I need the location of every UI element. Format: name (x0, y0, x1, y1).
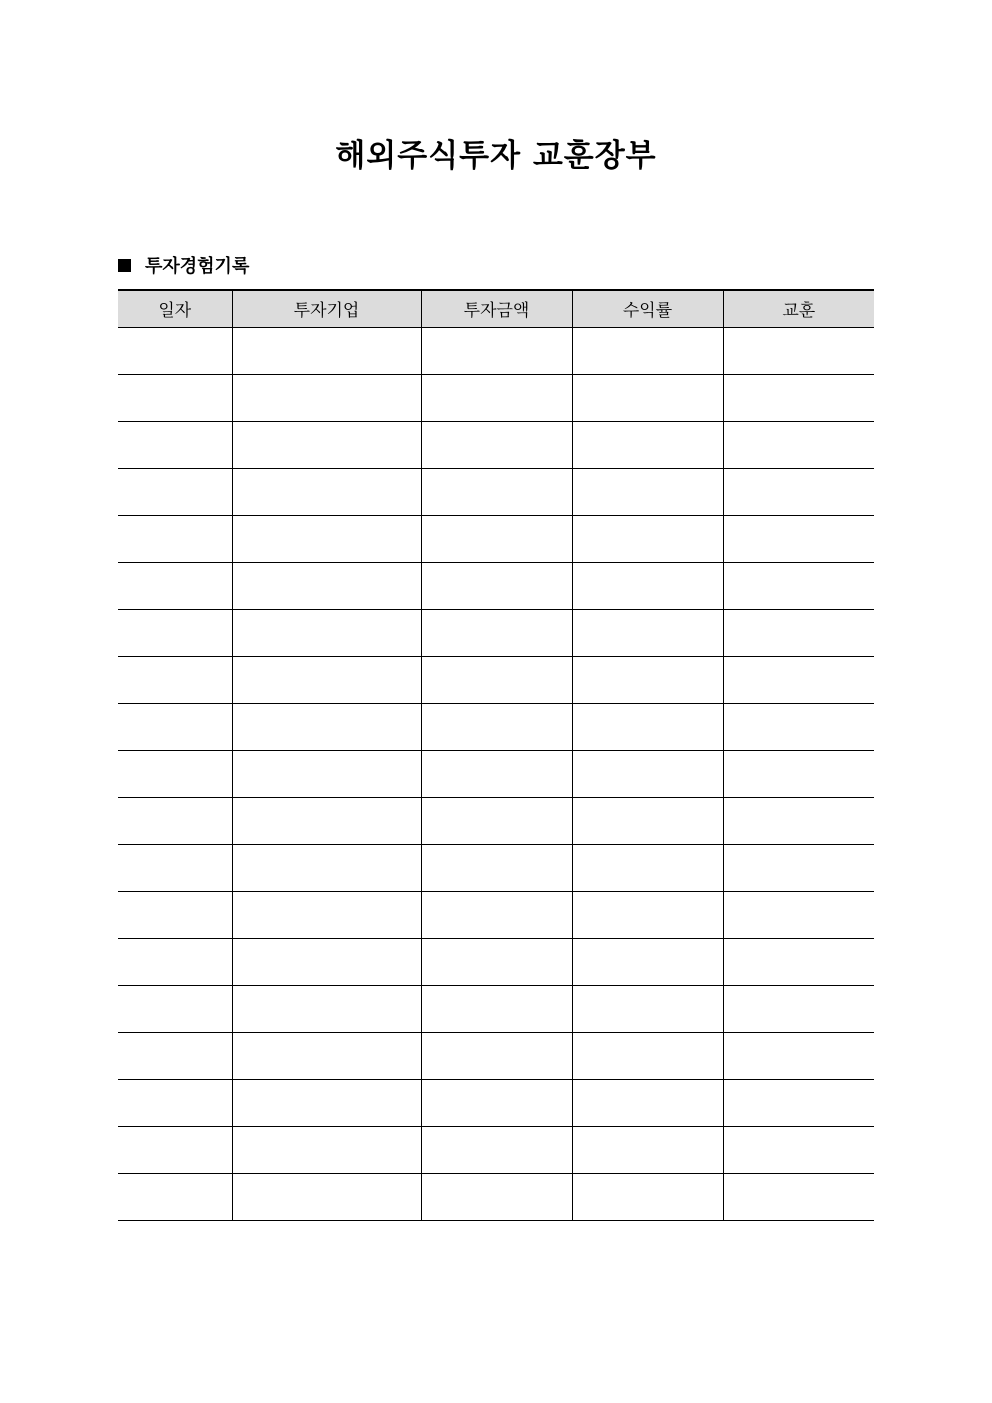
section-heading (118, 252, 249, 278)
amount-cell[interactable] (421, 750, 572, 797)
date-cell[interactable] (118, 797, 232, 844)
date-cell[interactable] (118, 891, 232, 938)
table-row (118, 421, 874, 468)
table-body (118, 327, 874, 1220)
return-cell[interactable] (572, 985, 723, 1032)
company-cell[interactable] (232, 985, 421, 1032)
date-cell[interactable] (118, 938, 232, 985)
company-cell[interactable] (232, 562, 421, 609)
table-row (118, 515, 874, 562)
return-cell[interactable] (572, 1032, 723, 1079)
date-cell[interactable] (118, 656, 232, 703)
date-cell[interactable] (118, 1079, 232, 1126)
return-cell[interactable] (572, 327, 723, 374)
company-cell[interactable] (232, 421, 421, 468)
company-cell[interactable] (232, 1173, 421, 1220)
date-cell[interactable] (118, 609, 232, 656)
amount-cell[interactable] (421, 703, 572, 750)
lesson-cell[interactable] (723, 1126, 874, 1173)
table-row (118, 985, 874, 1032)
amount-cell[interactable] (421, 515, 572, 562)
table-row (118, 609, 874, 656)
amount-cell[interactable] (421, 327, 572, 374)
company-cell[interactable] (232, 938, 421, 985)
table-header-row (118, 290, 874, 327)
company-cell[interactable] (232, 1032, 421, 1079)
amount-cell[interactable] (421, 891, 572, 938)
table-row (118, 562, 874, 609)
date-cell[interactable] (118, 515, 232, 562)
lesson-cell[interactable] (723, 938, 874, 985)
lesson-cell[interactable] (723, 515, 874, 562)
lesson-cell[interactable] (723, 985, 874, 1032)
table-row (118, 1173, 874, 1220)
date-cell[interactable] (118, 468, 232, 515)
company-cell[interactable] (232, 750, 421, 797)
date-cell[interactable] (118, 327, 232, 374)
lesson-cell[interactable] (723, 797, 874, 844)
return-cell[interactable] (572, 656, 723, 703)
lesson-cell[interactable] (723, 656, 874, 703)
company-cell[interactable] (232, 703, 421, 750)
lesson-cell[interactable] (723, 327, 874, 374)
company-cell[interactable] (232, 609, 421, 656)
amount-cell[interactable] (421, 374, 572, 421)
table-row (118, 938, 874, 985)
date-cell[interactable] (118, 844, 232, 891)
column-header-company: 투자기업 (232, 290, 421, 327)
company-cell[interactable] (232, 797, 421, 844)
company-cell[interactable] (232, 891, 421, 938)
date-cell[interactable] (118, 1173, 232, 1220)
amount-cell[interactable] (421, 1079, 572, 1126)
return-cell[interactable] (572, 1173, 723, 1220)
lesson-cell[interactable] (723, 562, 874, 609)
company-cell[interactable] (232, 656, 421, 703)
column-header-lesson: 교훈 (723, 290, 874, 327)
return-cell[interactable] (572, 374, 723, 421)
date-cell[interactable] (118, 421, 232, 468)
lesson-cell[interactable] (723, 1032, 874, 1079)
amount-cell[interactable] (421, 1032, 572, 1079)
return-cell[interactable] (572, 562, 723, 609)
amount-cell[interactable] (421, 797, 572, 844)
column-header-amount: 투자금액 (421, 290, 572, 327)
return-cell[interactable] (572, 844, 723, 891)
section-heading-label: 투자경험기록 (145, 256, 250, 277)
return-cell[interactable] (572, 421, 723, 468)
company-cell[interactable] (232, 1079, 421, 1126)
date-cell[interactable] (118, 1032, 232, 1079)
lesson-cell[interactable] (723, 468, 874, 515)
page-title: 해외주식투자 교훈장부 (335, 138, 657, 174)
date-cell[interactable] (118, 703, 232, 750)
return-cell[interactable] (572, 750, 723, 797)
company-cell[interactable] (232, 468, 421, 515)
black-square-icon (118, 259, 131, 272)
company-cell[interactable] (232, 374, 421, 421)
amount-cell[interactable] (421, 421, 572, 468)
return-cell[interactable] (572, 797, 723, 844)
return-cell[interactable] (572, 468, 723, 515)
investment-record-table (118, 289, 874, 1221)
lesson-cell[interactable] (723, 421, 874, 468)
company-cell[interactable] (232, 515, 421, 562)
amount-cell[interactable] (421, 1126, 572, 1173)
company-cell[interactable] (232, 844, 421, 891)
lesson-cell[interactable] (723, 374, 874, 421)
return-cell[interactable] (572, 891, 723, 938)
lesson-cell[interactable] (723, 703, 874, 750)
lesson-cell[interactable] (723, 1079, 874, 1126)
date-cell[interactable] (118, 1126, 232, 1173)
return-cell[interactable] (572, 938, 723, 985)
amount-cell[interactable] (421, 468, 572, 515)
table-row (118, 844, 874, 891)
return-cell[interactable] (572, 515, 723, 562)
table-row (118, 374, 874, 421)
amount-cell[interactable] (421, 1173, 572, 1220)
return-cell[interactable] (572, 1126, 723, 1173)
table-row (118, 656, 874, 703)
table-row (118, 750, 874, 797)
amount-cell[interactable] (421, 609, 572, 656)
date-cell[interactable] (118, 750, 232, 797)
table-row (118, 891, 874, 938)
table-row (118, 468, 874, 515)
table-row (118, 797, 874, 844)
return-cell[interactable] (572, 703, 723, 750)
table-row (118, 327, 874, 374)
company-cell[interactable] (232, 1126, 421, 1173)
date-cell[interactable] (118, 562, 232, 609)
amount-cell[interactable] (421, 844, 572, 891)
column-header-return: 수익률 (572, 290, 723, 327)
lesson-cell[interactable] (723, 1173, 874, 1220)
lesson-cell[interactable] (723, 609, 874, 656)
amount-cell[interactable] (421, 656, 572, 703)
amount-cell[interactable] (421, 938, 572, 985)
column-header-date: 일자 (118, 290, 232, 327)
lesson-cell[interactable] (723, 844, 874, 891)
date-cell[interactable] (118, 374, 232, 421)
amount-cell[interactable] (421, 562, 572, 609)
table-row (118, 1032, 874, 1079)
table-row (118, 703, 874, 750)
date-cell[interactable] (118, 985, 232, 1032)
company-cell[interactable] (232, 327, 421, 374)
amount-cell[interactable] (421, 985, 572, 1032)
lesson-cell[interactable] (723, 891, 874, 938)
table-row (118, 1079, 874, 1126)
return-cell[interactable] (572, 1079, 723, 1126)
lesson-cell[interactable] (723, 750, 874, 797)
table-row (118, 1126, 874, 1173)
return-cell[interactable] (572, 609, 723, 656)
